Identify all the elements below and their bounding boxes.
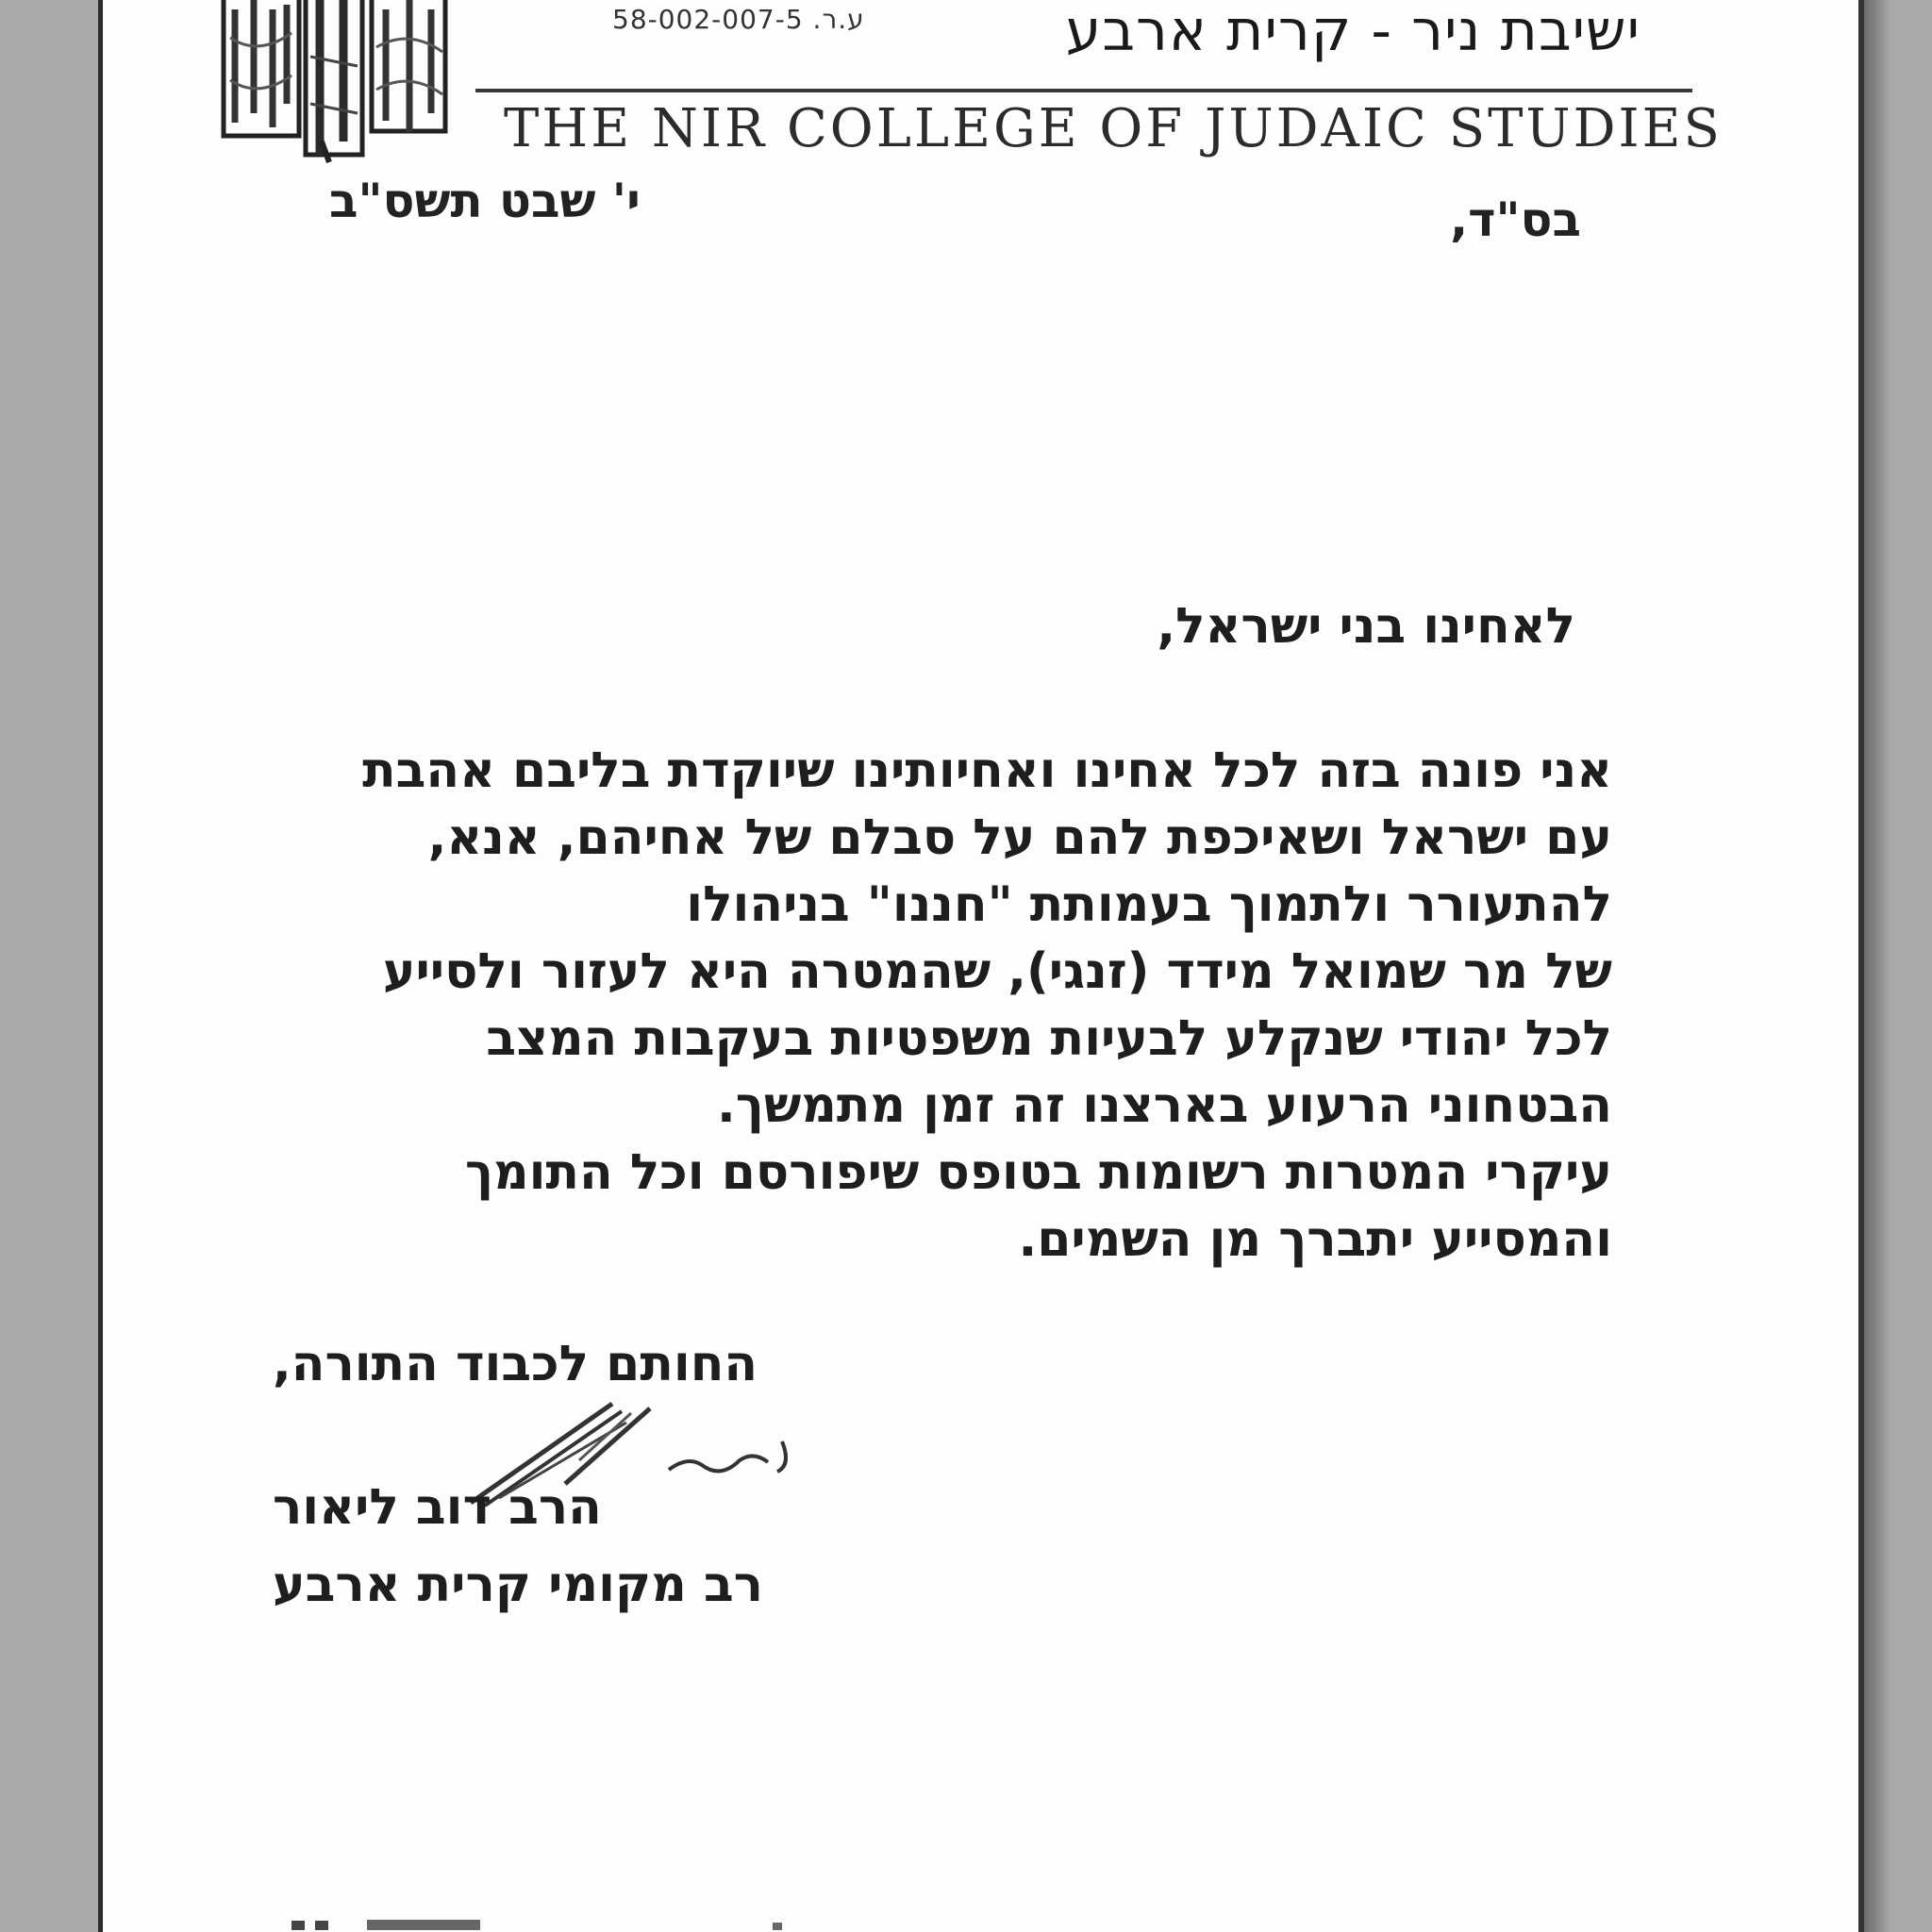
body-line: להתעורר ולתמוך בעמותת "חננו" בניהולו	[686, 876, 1612, 933]
body-line: אני פונה בזה לכל אחינו ואחיותינו שיוקדת בליבם אהבת	[362, 742, 1612, 799]
closing-line: החותם לכבוד התורה,	[273, 1336, 758, 1392]
bsd-heading: בס"ד,	[1450, 192, 1581, 247]
salutation: לאחינו בני ישראל,	[1157, 598, 1575, 655]
body-line: של מר שמואל מידד (זנגי), שהמטרה היא לעזור ולסייע	[382, 943, 1612, 1000]
body-line: עיקרי המטרות רשומות בטופס שיפורסם וכל התומך	[464, 1144, 1612, 1201]
body-line: והמסייע יתברך מן השמים.	[1018, 1211, 1612, 1268]
signer-name: הרב דוב ליאור	[273, 1479, 602, 1536]
body-line: לכל יהודי שנקלע לבעיות משפטיות בעקבות המצב	[486, 1010, 1612, 1067]
letterhead-english-name: THE NIR COLLEGE OF JUDAIC STUDIES	[504, 98, 1723, 159]
letterhead-hebrew-row	[480, 0, 1641, 75]
letter-date: י' שבט תשס"ב	[329, 174, 641, 228]
signer-title: רב מקומי קרית ארבע	[273, 1557, 763, 1613]
letterhead-hebrew-name: ישיבת ניר - קרית ארבע	[1065, 0, 1641, 64]
body-line: הבטחוני הרעוע בארצנו זה זמן מתמשך.	[717, 1077, 1612, 1134]
footer-marks	[188, 1917, 1037, 1932]
letter-page	[98, 0, 1864, 1932]
letter-body	[282, 738, 1612, 1274]
body-line: עם ישראל ושאיכפת להם על סבלם של אחיהם, אנא,	[427, 809, 1612, 866]
registration-number: ע.ר. 58-002-007-5	[612, 4, 865, 35]
college-logo	[216, 0, 461, 165]
letterhead-divider	[475, 89, 1692, 92]
